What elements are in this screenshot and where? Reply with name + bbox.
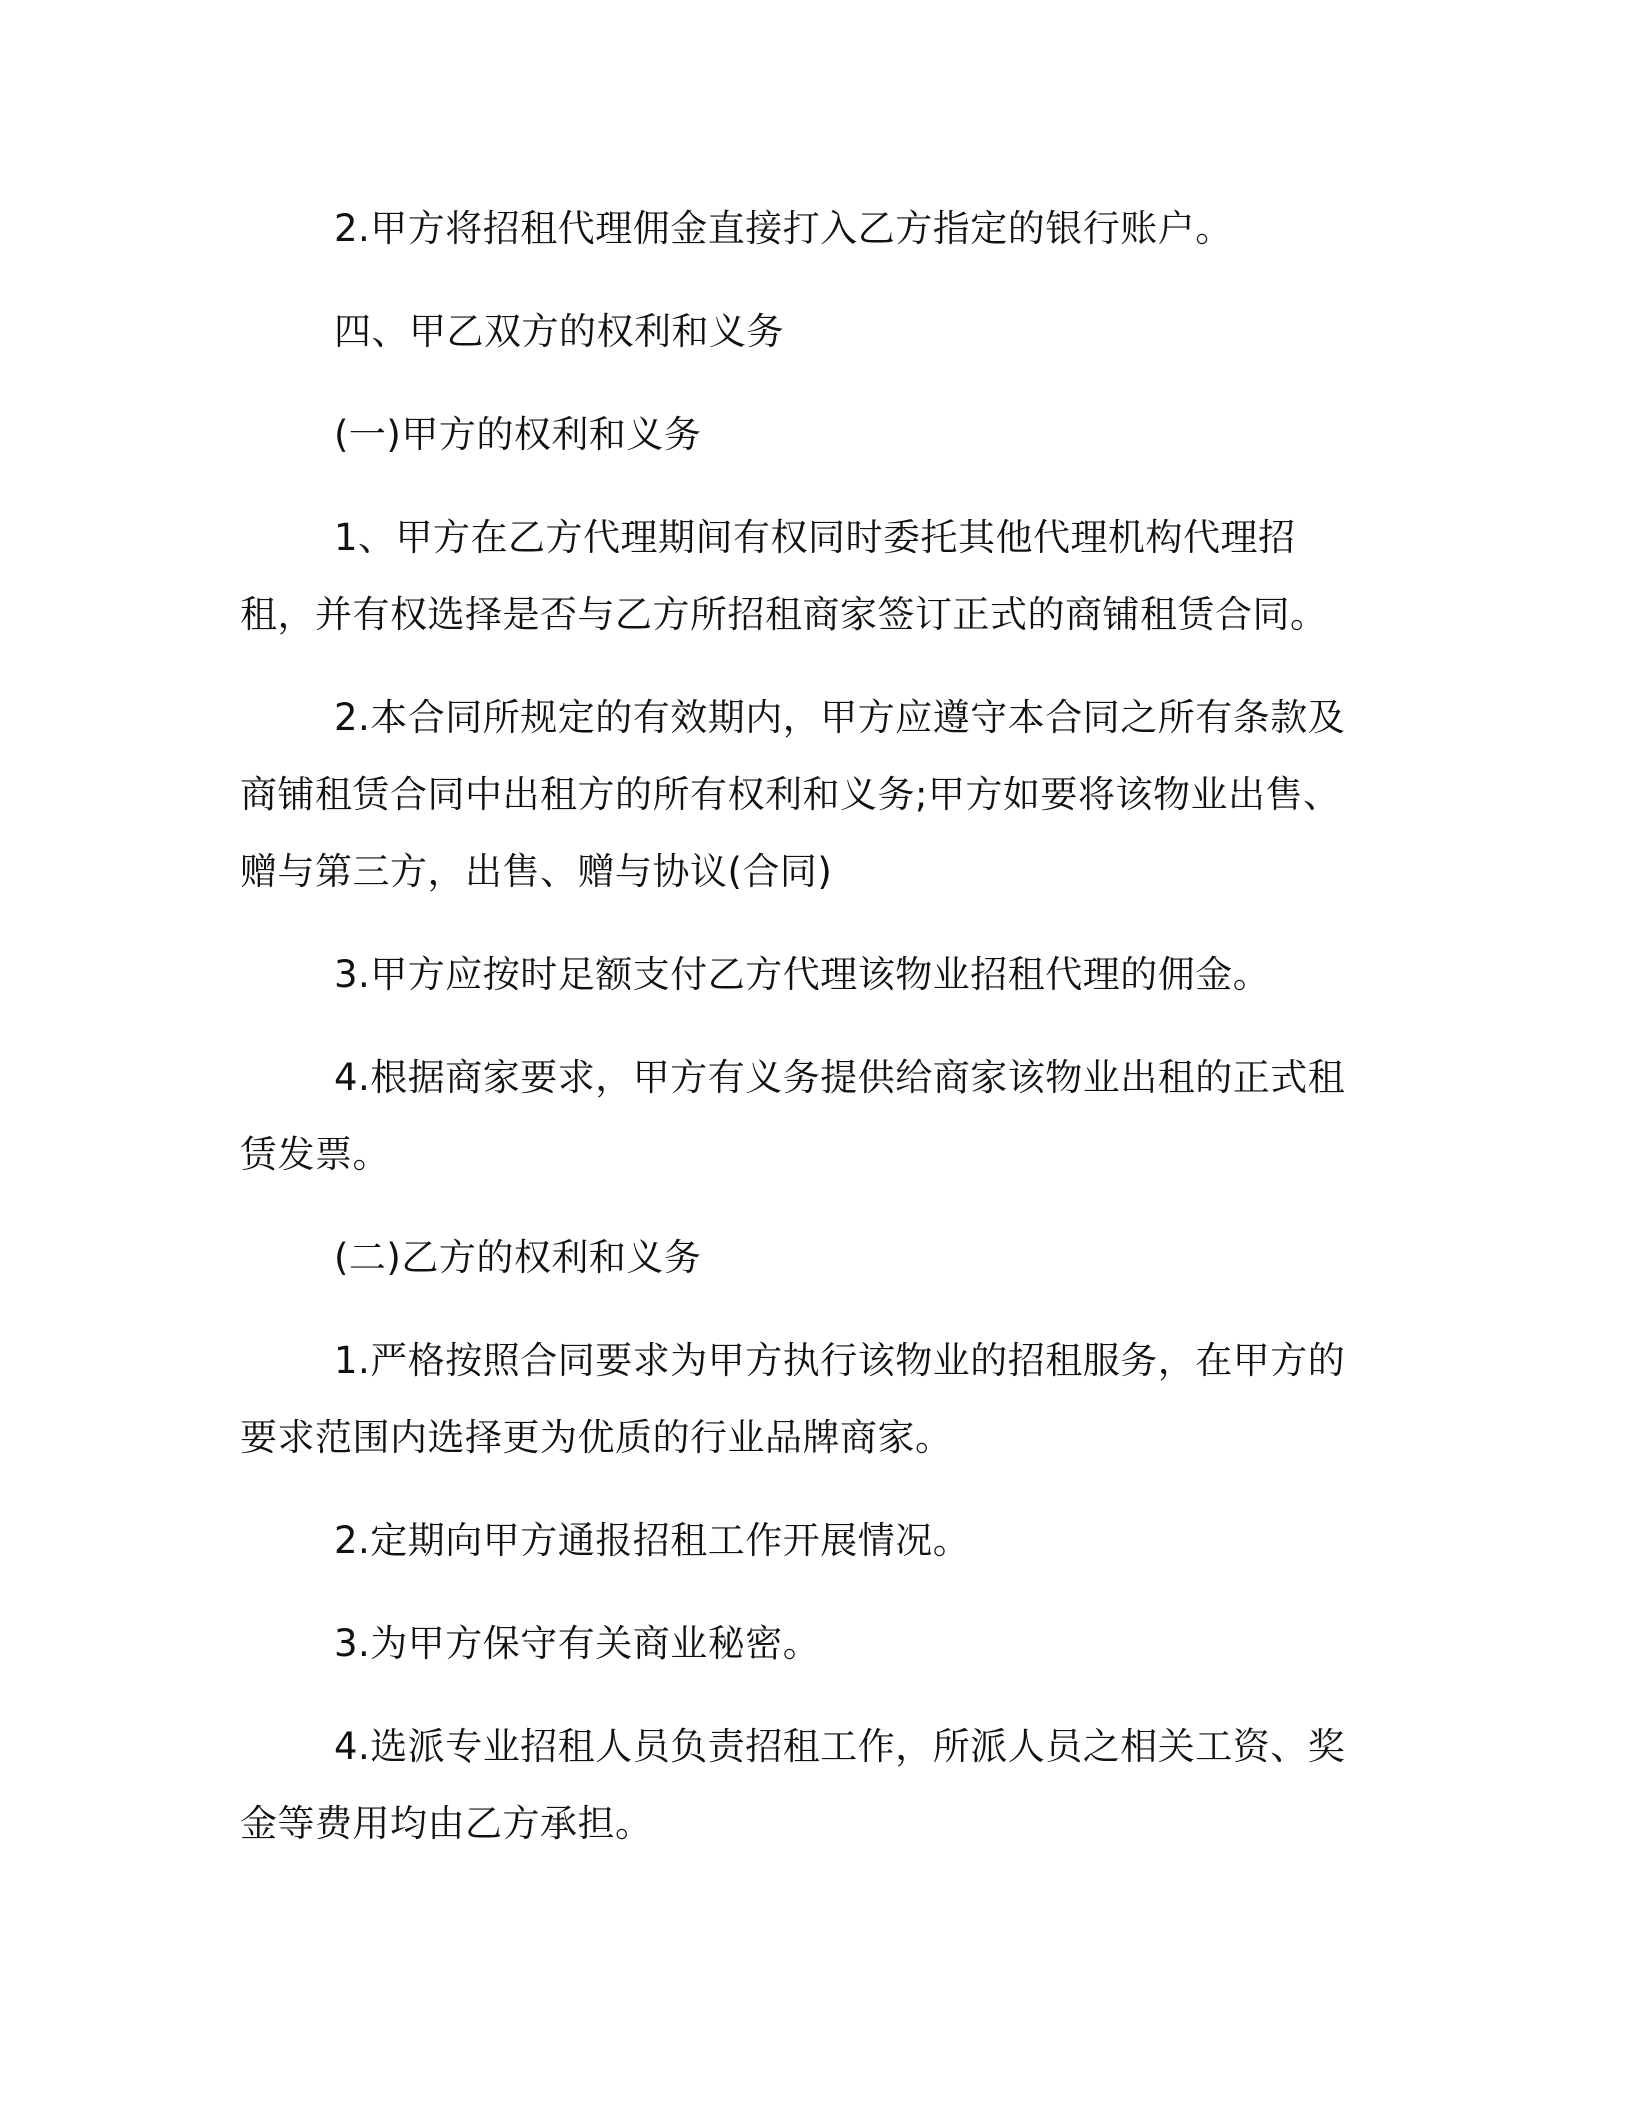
paragraph-party-a-item-2: 2.本合同所规定的有效期内，甲方应遵守本合同之所有条款及商铺租赁合同中出租方的所有权利和义务;甲方如要将该物业出售、赠与第三方，出售、赠与协议(合同) (240, 696, 1346, 893)
paragraph-party-b-item-2: 2.定期向甲方通报招租工作开展情况。 (334, 1519, 971, 1562)
paragraph-party-b-item-4: 4.选派专业招租人员负责招租工作，所派人员之相关工资、奖金等费用均由乙方承担。 (240, 1725, 1346, 1845)
paragraph-payment-bank-account: 2.甲方将招租代理佣金直接打入乙方指定的银行账户。 (334, 207, 1233, 250)
paragraph-party-a-item-4: 4.根据商家要求，甲方有义务提供给商家该物业出租的正式租赁发票。 (240, 1056, 1346, 1176)
document-body (240, 190, 1370, 1888)
paragraph-party-b-item-1: 1.严格按照合同要求为甲方执行该物业的招租服务，在甲方的要求范围内选择更为优质的行业品牌商家。 (240, 1339, 1346, 1459)
paragraph-party-a-item-1: 1、甲方在乙方代理期间有权同时委托其他代理机构代理招租，并有权选择是否与乙方所招租商家签订正式的商铺租赁合同。 (240, 516, 1328, 636)
subsection-heading-party-b: (二)乙方的权利和义务 (334, 1236, 702, 1279)
section-heading-rights-obligations: 四、甲乙双方的权利和义务 (334, 310, 784, 353)
subsection-heading-party-a: (一)甲方的权利和义务 (334, 413, 702, 456)
paragraph-party-b-item-3: 3.为甲方保守有关商业秘密。 (334, 1622, 821, 1665)
paragraph-party-a-item-3: 3.甲方应按时足额支付乙方代理该物业招租代理的佣金。 (334, 953, 1271, 996)
